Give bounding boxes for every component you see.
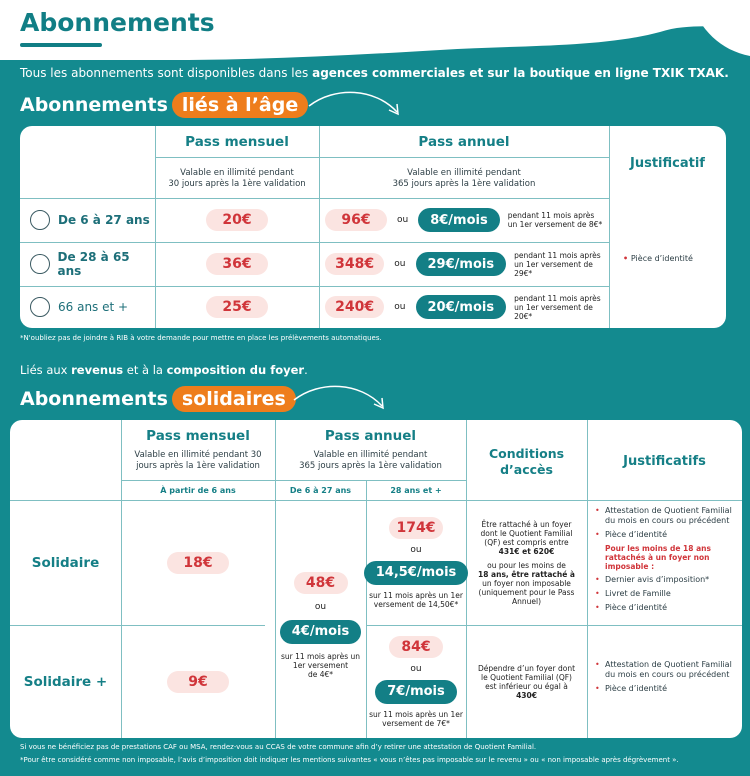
age-pill: liés à l’âge xyxy=(172,92,308,118)
adult-avatar-icon xyxy=(30,254,50,274)
arrow-icon xyxy=(305,86,405,120)
col-mensuel: Pass mensuel xyxy=(185,134,289,150)
mensuel-price: 25€ xyxy=(206,296,268,318)
arrow-icon xyxy=(290,380,390,414)
justif-row2: • Attestation de Quotient Familial du mois en cours ou précédent • Pièce d’identité xyxy=(595,660,737,698)
solidaire-plus-mensuel-price: 9€ xyxy=(167,671,229,693)
col-annuel: Pass annuel xyxy=(418,134,510,150)
cond-row1: Être rattaché à un foyer dont le Quotient Familial (QF) est compris entre 431€ et 620€ ou pour les moins de 18 ans, être rattaché à un foyer non imposable (uniquement pour le Pass Annuel) xyxy=(478,519,575,606)
senior-avatar-icon xyxy=(30,297,50,317)
col-mensuel: Pass mensuel xyxy=(146,428,250,444)
footnote-imposition: *Pour être considéré comme non imposable, l’avis d’imposition doit indiquer les mentions suivantes « vous n’êtes pas imposable sur le revenu » ou « non imposable après dégrèvement ». xyxy=(20,756,679,764)
solidaire-mensuel-price: 18€ xyxy=(167,552,229,574)
age-section-title: Abonnements liés à l’âge xyxy=(20,92,308,118)
col-justificatifs: Justificatifs xyxy=(623,454,706,469)
young-avatar-icon xyxy=(30,210,50,230)
annuel-price: 96€ xyxy=(325,209,387,231)
col-conditions: Conditions d’accès xyxy=(488,446,565,477)
justif-row1: • Attestation de Quotient Familial du mois en cours ou précédent • Pièce d’identité Pour les moins de 18 ans rattachés à un foyer non imposable : • Dernier avis d’imposition* • Livret de Famille • Pièce d’identité xyxy=(595,506,737,617)
monthly-price: 20€/mois xyxy=(416,295,507,319)
row-solidaire-label: Solidaire xyxy=(31,554,100,571)
lies-text: Liés aux revenus et à la composition du foyer. xyxy=(20,363,308,377)
mensuel-price: 20€ xyxy=(206,209,268,231)
sol-pill: solidaires xyxy=(172,386,296,412)
cond-row2: Dépendre d’un foyer dont le Quotient Familial (QF) est inférieur ou égal à 430€ xyxy=(477,663,576,700)
page-title: Abonnements xyxy=(20,8,215,37)
row-solidaire-plus-label: Solidaire + xyxy=(23,673,108,690)
mensuel-price: 36€ xyxy=(206,253,268,275)
age-table: Pass mensuel Valable en illimité pendant 30 jours après la 1ère validation Pass annuel Valable en illimité pendant 365 jours après la 1ère validation Justificatif • Pièce d’identité De 6 à 27 ans 20€ 96€ ou 8€/mois pendant 11 mois après un 1er versement de 8€* De 28 à 65 ans 36€ 348€ ou 29€/mois pendant 11 mois après un 1er versement de 29€* 66 ans et + 25€ 240€ ou 20€/mois pendant 11 mois après un 1er versement de 20€* xyxy=(20,126,726,328)
annuel-price: 348€ xyxy=(325,253,384,275)
justif-item: • Pièce d’identité xyxy=(623,254,693,263)
monthly-price: 29€/mois xyxy=(416,252,507,276)
age-footnote: *N'oubliez pas de joindre à RIB à votre demande pour mettre en place les prélèvements automatiques. xyxy=(20,334,382,342)
footnote-caf: Si vous ne bénéficiez pas de prestations CAF ou MSA, rendez-vous au CCAS de votre commune afin d’y retirer une attestation de Quotient Familial. xyxy=(20,743,537,751)
a2-row1-cell: 174€ ou 14,5€/mois sur 11 mois après un 1er versement de 14,50€* xyxy=(366,500,466,625)
annuel-price: 240€ xyxy=(325,296,384,318)
sol-section-title: Abonnements solidaires xyxy=(20,386,296,412)
title-underline xyxy=(20,43,102,47)
col-justificatif: Justificatif xyxy=(630,156,705,171)
solidaire-table: Pass mensuel Valable en illimité pendant 30 jours après la 1ère validation Pass annuel Valable en illimité pendant 365 jours après la 1ère validation Conditions d’accès Justificatifs À partir de 6 ans De 6 à 27 ans 28 ans et + Solidaire Solidaire + 18€ 9€ 48€ ou 4€/mois sur 11 mois après un 1er versement de 4€* 174€ ou 14,5€/mois sur 11 mois après un 1er versement de 14,50€* 84€ ou 7€/mois sur 11 mois après un 1er versement de 7€* Être rattaché à un foyer dont le Quotient Familial (QF) est compris entre 431€ et 620€ ou pour les moins de 18 ans, être rattaché à un foyer non imposable (uniquement pour le Pass Annuel) Dépendre d’un foyer dont le Quotient Familial (QF) est inférieur ou égal à 430€ • Attestation de Quotient Familial du mois en cours ou précédent • Pièce d’identité Pour les moins de 18 ans rattachés à un foyer non imposable : • Dernier avis d’imposition* • Livret de Famille • Pièce d’identité • Attestation de Quotient Familial du mois en cours ou précédent • Pièce d’identité xyxy=(10,420,742,738)
a2-row2-cell: 84€ ou 7€/mois sur 11 mois après un 1er versement de 7€* xyxy=(366,625,466,738)
intro-text: Tous les abonnements sont disponibles dans les agences commerciales et sur la boutique en ligne TXIK TXAK. xyxy=(20,66,729,80)
a1-cell: 48€ ou 4€/mois sur 11 mois après un 1er versement de 4€* xyxy=(275,560,366,690)
col-annuel: Pass annuel xyxy=(324,428,417,444)
monthly-price: 8€/mois xyxy=(418,208,500,232)
